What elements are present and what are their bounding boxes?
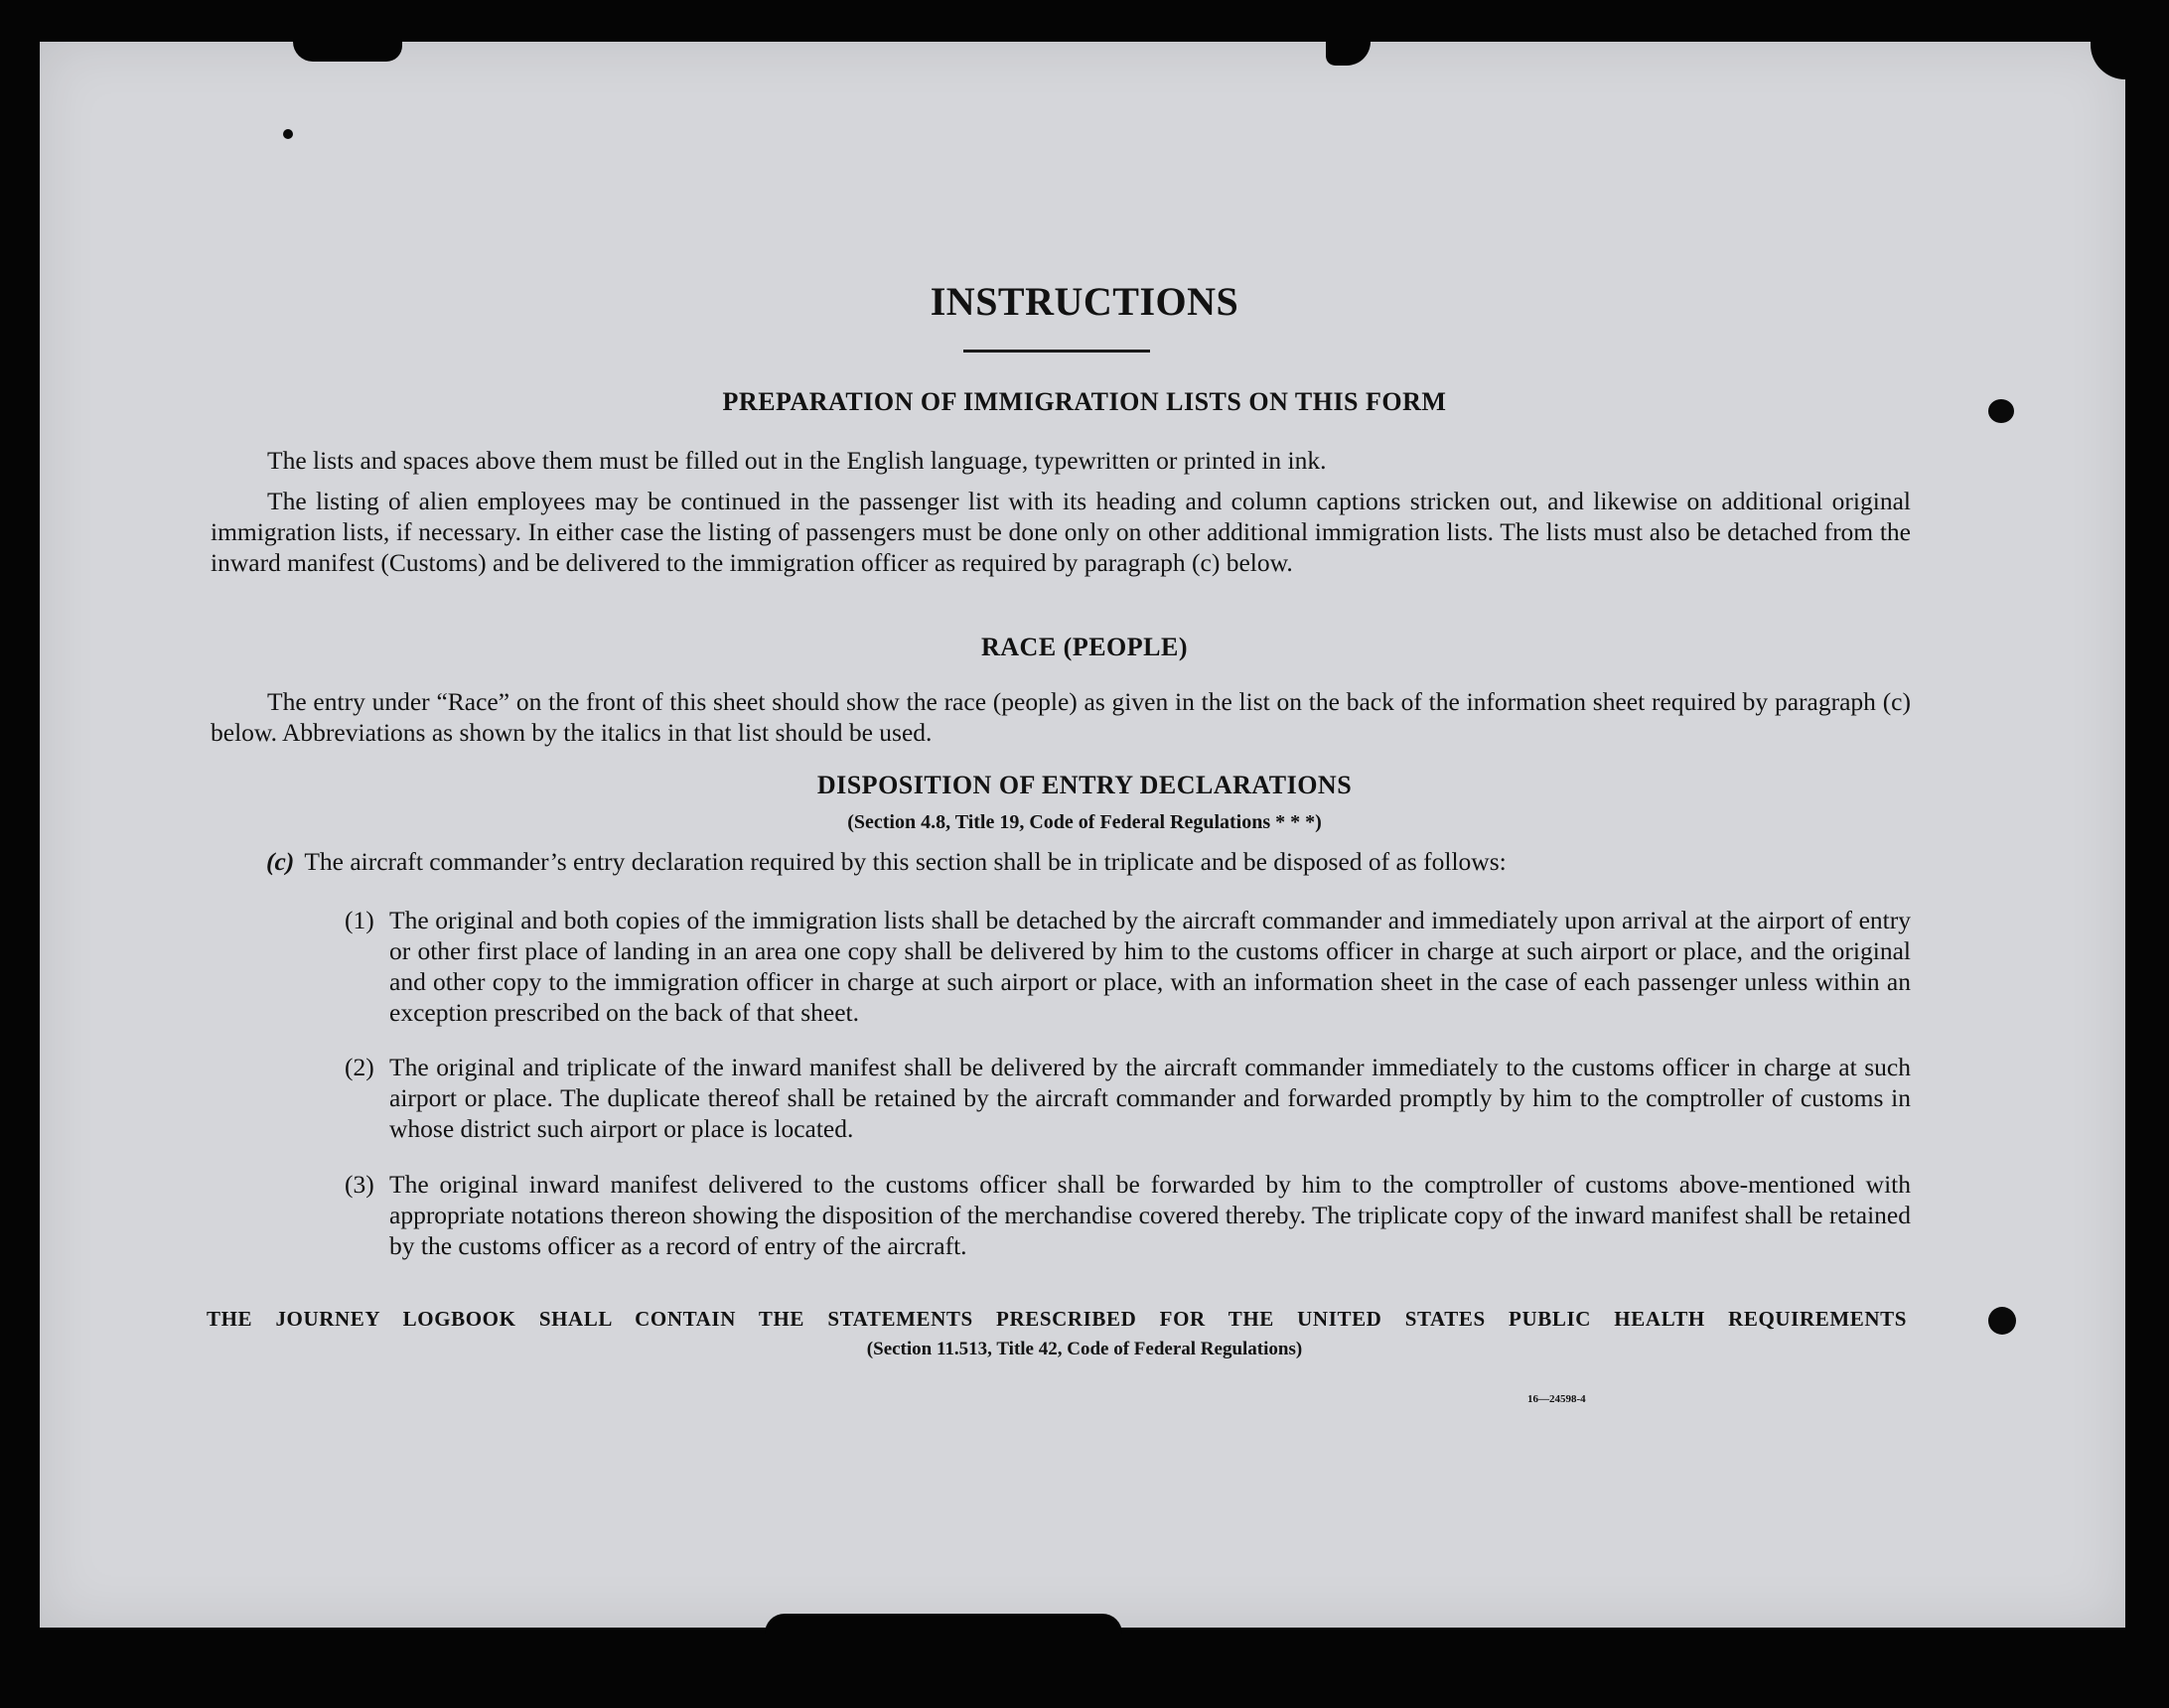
list-item-number: (3) <box>345 1170 374 1199</box>
section-citation: (Section 4.8, Title 19, Code of Federal Regulations * * *) <box>847 811 1322 833</box>
title-underline <box>963 350 1150 353</box>
footer-citation: (Section 11.513, Title 42, Code of Federal Regulations) <box>866 1339 1303 1359</box>
list-item-number: (1) <box>345 906 374 934</box>
list-item <box>345 905 1911 1028</box>
list-item <box>345 1169 1911 1261</box>
section-heading-race: RACE (PEOPLE) <box>981 633 1188 661</box>
list-item-text: The original and triplicate of the inward manifest shall be delivered by the aircraft commander immediately to the customs officer in charge at such airport or place. The duplicate thereof shall be retained by the aircraft commander and forwarded promptly by him to the comptroller of customs in whose district such airport or place is located. <box>389 1053 1911 1143</box>
page-title: INSTRUCTIONS <box>930 279 1239 324</box>
section-heading-preparation: PREPARATION OF IMMIGRATION LISTS ON THIS FORM <box>722 387 1447 416</box>
paragraph-preparation-2: The listing of alien employees may be continued in the passenger list with its heading and column captions stricken out, and likewise on additional original immigration lists, if necessary. In either case the listing of passengers must be done only on other additional immigration lists. The lists must also be detached from the inward manifest (Customs) and be delivered to the immigration officer as required by paragraph (c) below. <box>211 487 1911 577</box>
list-item-text: The original and both copies of the immigration lists shall be detached by the aircraft commander and immediately upon arrival at the airport of entry or other first place of landing in an area one copy shall be delivered by him to the customs officer in charge at such airport or place, and the original and other copy to the immigration officer in charge at such airport or place, with an information sheet in the case of each passenger unless within an exception prescribed on the back of that sheet. <box>389 906 1911 1027</box>
punch-hole <box>1988 1307 2016 1335</box>
paragraph-c-label: (c) <box>266 847 295 876</box>
paragraph-preparation-1: The lists and spaces above them must be filled out in the English language, typewritten or printed in ink. <box>267 446 1327 475</box>
section-heading-disposition: DISPOSITION OF ENTRY DECLARATIONS <box>816 771 1353 799</box>
list-item <box>345 1052 1911 1144</box>
paragraph-c-text: The aircraft commander’s entry declaration required by this section shall be in triplicate and be disposed of as follows: <box>304 847 1507 876</box>
torn-edge <box>765 1614 1122 1634</box>
footer-statement: THE JOURNEY LOGBOOK SHALL CONTAIN THE STATEMENTS PRESCRIBED FOR THE UNITED STATES PUBLIC HEALTH REQUIREMENTS <box>207 1307 1907 1331</box>
list-item-text: The original inward manifest delivered to the customs officer shall be forwarded by him to the comptroller of customs above-mentioned with appropriate notations thereon showing the disposition of the merchandise covered thereby. The triplicate copy of the inward manifest shall be retained by the customs officer as a record of entry of the aircraft. <box>389 1170 1911 1260</box>
torn-edge <box>293 42 402 62</box>
ink-speck <box>283 129 293 139</box>
list-item-number: (2) <box>345 1053 374 1081</box>
paragraph-race: The entry under “Race” on the front of this sheet should show the race (people) as given in the list on the back of the information sheet required by paragraph (c) below. Abbreviations as shown by the italics in that list should be used. <box>211 687 1911 747</box>
form-number: 16—24598-4 <box>1527 1393 1586 1405</box>
paragraph-c <box>266 846 1915 877</box>
